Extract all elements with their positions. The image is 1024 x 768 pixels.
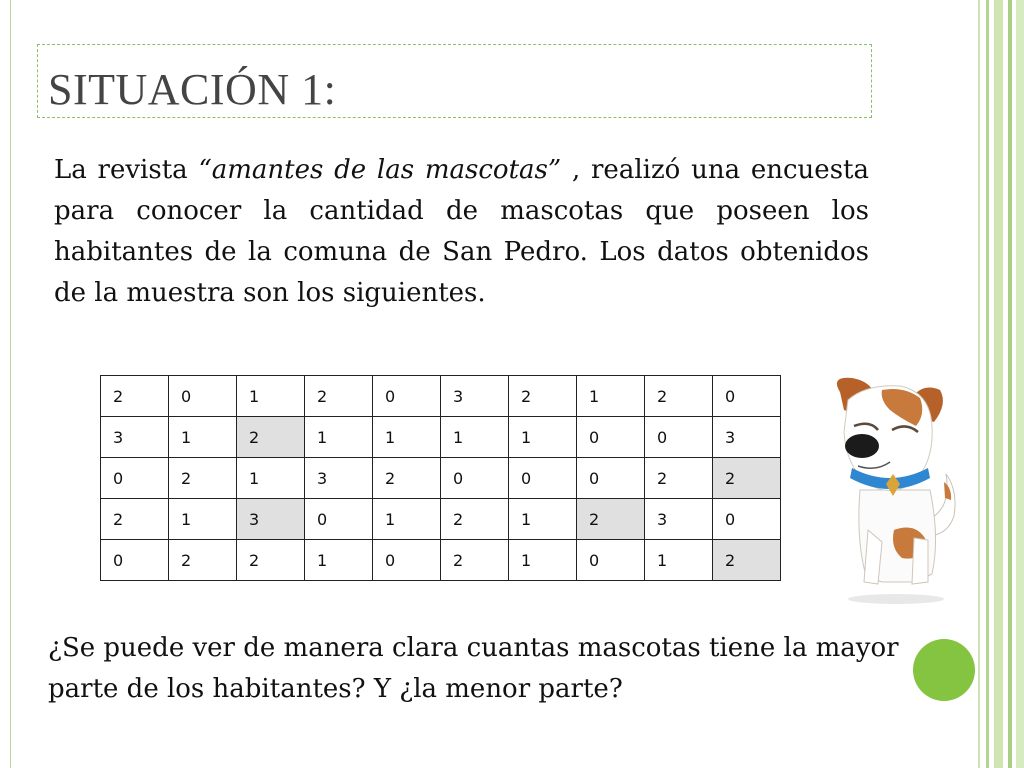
table-cell: 1 [373,499,441,540]
table-cell: 0 [305,499,373,540]
table-cell: 0 [713,376,781,417]
table-cell: 0 [645,417,713,458]
slide-title: SITUACIÓN 1: [48,65,337,114]
table-cell: 3 [441,376,509,417]
table-cell: 0 [441,458,509,499]
data-table-body [101,376,781,581]
right-frame-stripes [978,0,1024,768]
table-cell: 0 [373,540,441,581]
table-cell: 2 [101,499,169,540]
table-cell: 2 [169,540,237,581]
table-cell: 1 [169,499,237,540]
intro-text-start: La revista [54,155,199,185]
table-cell: 1 [509,417,577,458]
table-cell: 2 [509,376,577,417]
table-cell: 0 [509,458,577,499]
table-row [101,376,781,417]
table-row [101,540,781,581]
table-cell: 0 [713,499,781,540]
table-cell: 0 [577,458,645,499]
green-circle-icon [913,639,975,701]
table-cell: 2 [237,417,305,458]
table-cell: 0 [169,376,237,417]
magazine-name: “amantes de las mascotas” [198,155,562,185]
table-cell: 2 [305,376,373,417]
table-cell: 3 [237,499,305,540]
question-text: ¿Se puede ver de manera clara cuantas mascotas tiene la mayor parte de los habitantes? Y ¿la menor parte? [48,633,899,704]
table-cell: 2 [645,376,713,417]
table-cell: 0 [101,458,169,499]
table-cell: 2 [101,376,169,417]
table-cell: 2 [645,458,713,499]
table-cell: 3 [305,458,373,499]
left-frame-line [10,0,11,768]
table-cell: 1 [373,417,441,458]
table-cell: 3 [713,417,781,458]
table-row [101,458,781,499]
table-row [101,499,781,540]
table-cell: 1 [441,417,509,458]
intro-paragraph [54,150,869,314]
table-cell: 0 [577,417,645,458]
table-cell: 1 [237,458,305,499]
table-cell: 1 [509,499,577,540]
table-cell: 2 [373,458,441,499]
table-cell: 0 [577,540,645,581]
table-cell: 2 [577,499,645,540]
table-cell: 2 [713,540,781,581]
table-cell: 1 [237,376,305,417]
table-row [101,417,781,458]
intro-text-end: , realizó una encuesta para conocer la cantidad de mascotas que poseen los habitantes de la comuna de San Pedro. Los datos obtenidos de la muestra son los siguientes. [54,155,869,308]
title-box [37,44,872,118]
table-cell: 1 [169,417,237,458]
table-cell: 0 [373,376,441,417]
table-cell: 2 [713,458,781,499]
table-cell: 3 [645,499,713,540]
table-cell: 1 [645,540,713,581]
table-cell: 2 [169,458,237,499]
table-cell: 2 [441,499,509,540]
table-cell: 0 [101,540,169,581]
dog-illustration [818,370,968,605]
table-cell: 1 [577,376,645,417]
table-cell: 1 [305,417,373,458]
table-cell: 2 [237,540,305,581]
table-cell: 2 [441,540,509,581]
table-cell: 1 [509,540,577,581]
data-table [100,375,781,581]
table-cell: 3 [101,417,169,458]
table-cell: 1 [305,540,373,581]
